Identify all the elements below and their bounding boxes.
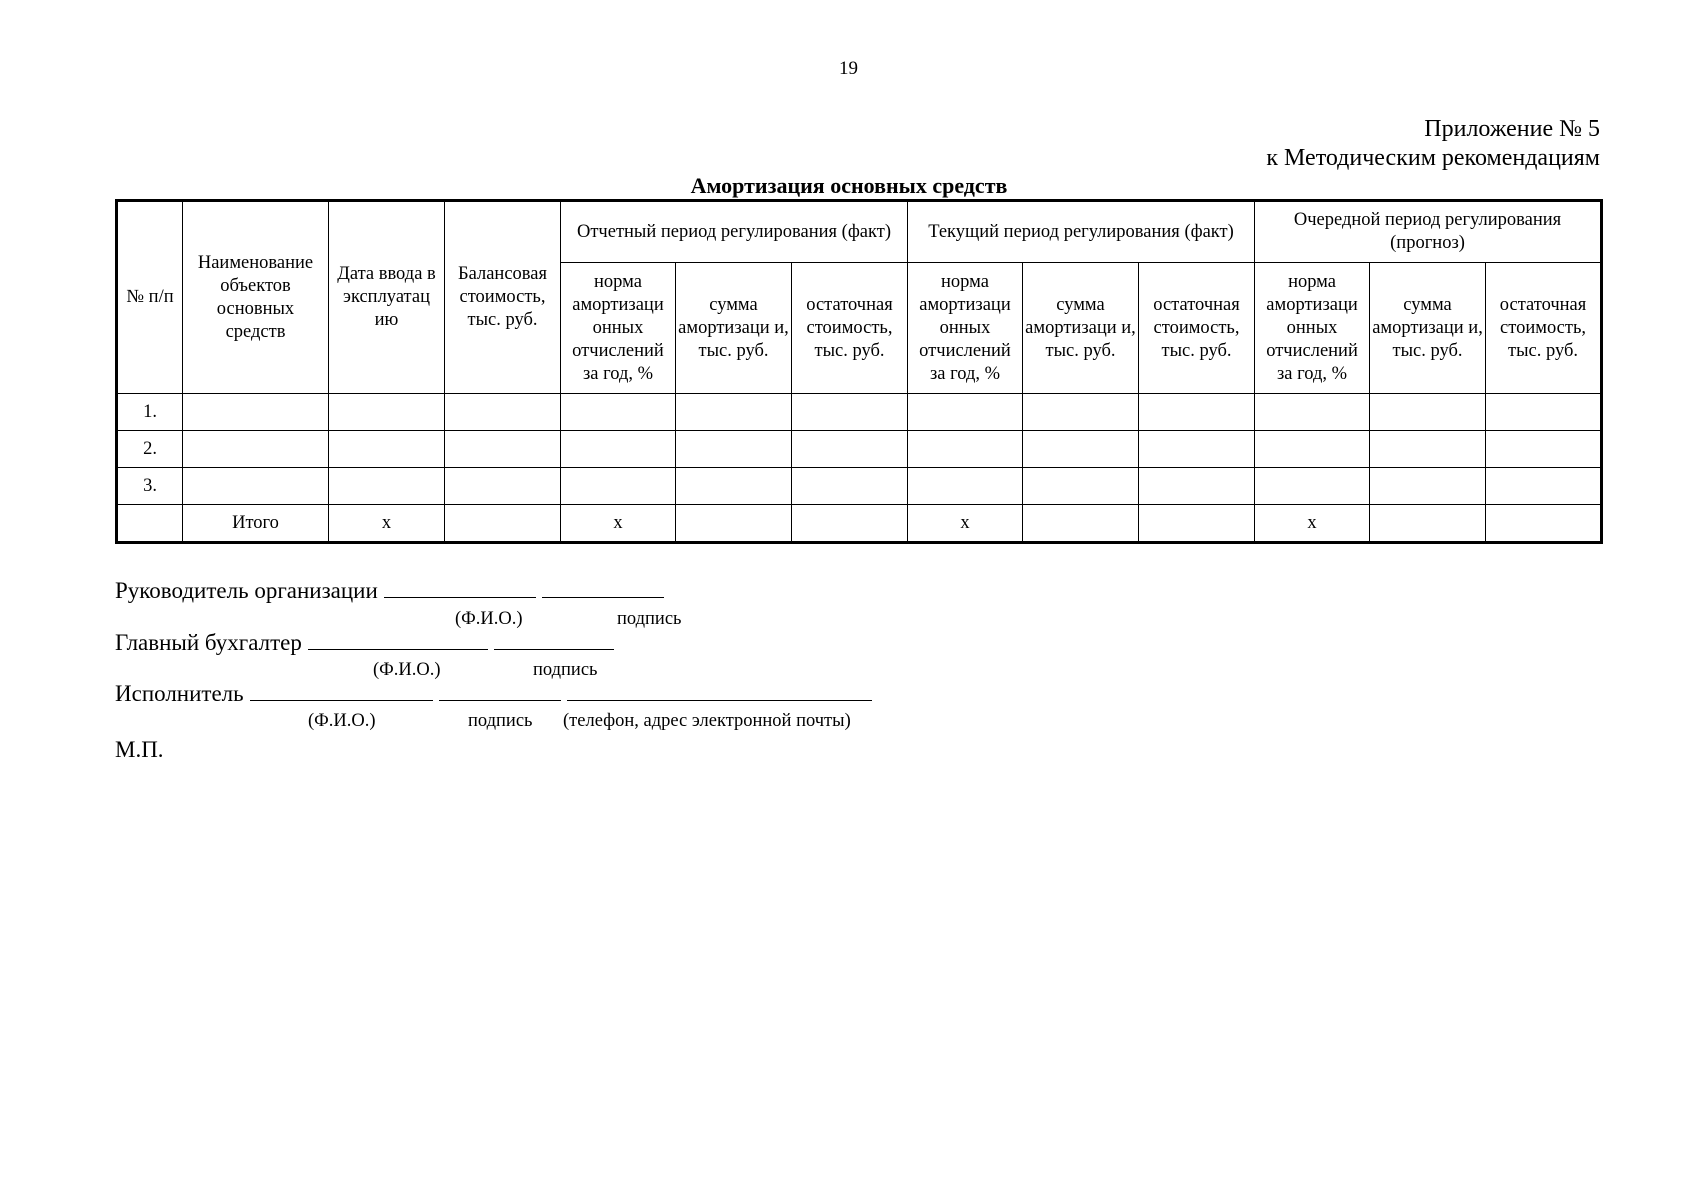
head-label: Руководитель организации: [115, 578, 378, 603]
contact-caption: (телефон, адрес электронной почты): [563, 711, 851, 731]
table-row: [117, 468, 1602, 505]
appendix-line-2: к Методическим рекомендациям: [1266, 145, 1600, 171]
cell: [1255, 394, 1370, 431]
header-residual: остаточная стоимость, тыс. руб.: [1486, 263, 1602, 394]
cell: [1023, 505, 1139, 543]
cell: [1486, 431, 1602, 468]
cell: [1139, 468, 1255, 505]
cell: [1486, 394, 1602, 431]
cell: [792, 431, 908, 468]
cell: [117, 505, 183, 543]
cell: [676, 468, 792, 505]
cell: [1255, 468, 1370, 505]
depreciation-table: [115, 199, 1603, 544]
header-norm: норма амортизаци онных отчислений за год, %: [561, 263, 676, 394]
signature-blank: [494, 631, 614, 650]
cell: [908, 468, 1023, 505]
cell: [1139, 431, 1255, 468]
cell: [183, 431, 329, 468]
table-row: [117, 394, 1602, 431]
table-title: Амортизация основных средств: [690, 173, 1008, 198]
cell: [1023, 468, 1139, 505]
fio-blank: [250, 682, 433, 701]
accountant-signature-line: [115, 630, 614, 656]
row-number: 1.: [117, 394, 183, 431]
signature-caption: подпись: [617, 609, 682, 629]
cell: [561, 394, 676, 431]
total-row: [117, 505, 1602, 543]
header-norm: норма амортизаци онных отчислений за год, %: [908, 263, 1023, 394]
header-residual: остаточная стоимость, тыс. руб.: [1139, 263, 1255, 394]
cell: [445, 505, 561, 543]
cell: [1139, 505, 1255, 543]
total-mark: x: [1255, 505, 1370, 543]
cell: [1255, 431, 1370, 468]
cell: [1023, 431, 1139, 468]
total-mark: x: [561, 505, 676, 543]
cell: [1370, 394, 1486, 431]
header-period-next: Очередной период регулирования (прогноз): [1255, 201, 1602, 263]
fio-caption: (Ф.И.О.): [455, 609, 523, 629]
header-date: Дата ввода в эксплуатац ию: [329, 201, 445, 394]
cell: [676, 505, 792, 543]
table-row: [117, 431, 1602, 468]
total-mark: x: [908, 505, 1023, 543]
header-period-reporting: Отчетный период регулирования (факт): [561, 201, 908, 263]
head-signature-line: [115, 578, 664, 604]
header-sum: сумма амортизаци и, тыс. руб.: [1370, 263, 1486, 394]
cell: [1139, 394, 1255, 431]
cell: [329, 394, 445, 431]
fio-blank: [308, 631, 488, 650]
signature-blank: [542, 579, 664, 598]
appendix-line-1: Приложение № 5: [1424, 116, 1600, 142]
cell: [676, 431, 792, 468]
accountant-label: Главный бухгалтер: [115, 630, 302, 655]
executor-label: Исполнитель: [115, 681, 244, 706]
signature-blank: [439, 682, 561, 701]
cell: [1370, 505, 1486, 543]
header-balance: Балансовая стоимость, тыс. руб.: [445, 201, 561, 394]
header-residual: остаточная стоимость, тыс. руб.: [792, 263, 908, 394]
cell: [908, 431, 1023, 468]
cell: [329, 431, 445, 468]
signature-caption: подпись: [468, 711, 533, 731]
total-label: Итого: [183, 505, 329, 543]
header-period-current: Текущий период регулирования (факт): [908, 201, 1255, 263]
executor-signature-line: [115, 681, 872, 707]
cell: [561, 431, 676, 468]
row-number: 3.: [117, 468, 183, 505]
header-sum: сумма амортизаци и, тыс. руб.: [676, 263, 792, 394]
cell: [1486, 468, 1602, 505]
cell: [445, 431, 561, 468]
fio-caption: (Ф.И.О.): [308, 711, 376, 731]
page-number: 19: [839, 58, 858, 79]
cell: [792, 394, 908, 431]
cell: [445, 394, 561, 431]
stamp-label: М.П.: [115, 737, 164, 762]
cell: [792, 468, 908, 505]
signature-caption: подпись: [533, 660, 598, 680]
header-num: № п/п: [117, 201, 183, 394]
cell: [1486, 505, 1602, 543]
header-norm: норма амортизаци онных отчислений за год, %: [1255, 263, 1370, 394]
fio-blank: [384, 579, 536, 598]
header-sum: сумма амортизаци и, тыс. руб.: [1023, 263, 1139, 394]
cell: [445, 468, 561, 505]
cell: [1023, 394, 1139, 431]
cell: [676, 394, 792, 431]
total-mark: x: [329, 505, 445, 543]
cell: [183, 394, 329, 431]
cell: [329, 468, 445, 505]
cell: [908, 394, 1023, 431]
contact-blank: [567, 682, 872, 701]
cell: [792, 505, 908, 543]
appendix-heading: [1266, 115, 1600, 173]
header-name: Наименование объектов основных средств: [183, 201, 329, 394]
cell: [1370, 468, 1486, 505]
cell: [183, 468, 329, 505]
row-number: 2.: [117, 431, 183, 468]
cell: [1370, 431, 1486, 468]
cell: [561, 468, 676, 505]
fio-caption: (Ф.И.О.): [373, 660, 441, 680]
